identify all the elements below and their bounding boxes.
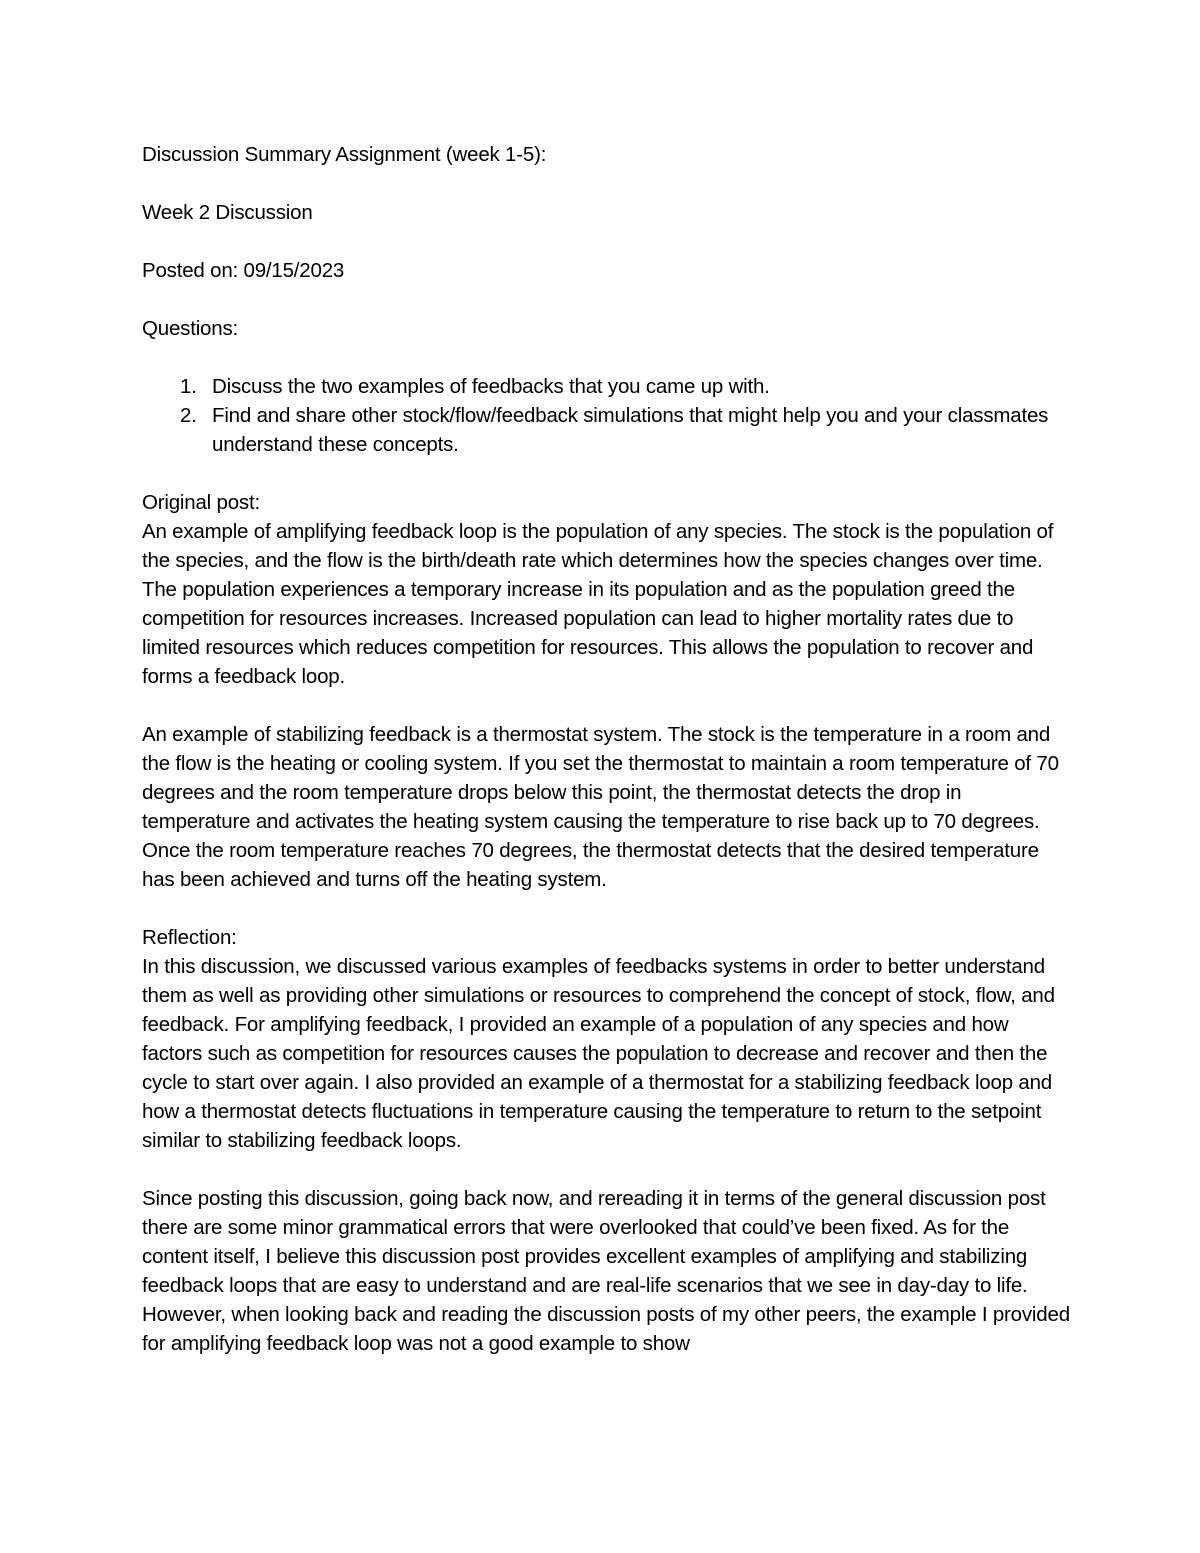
question-number: 1. bbox=[180, 375, 197, 398]
original-post-paragraph-1: An example of amplifying feedback loop is the population of any species. The stock is the population of the species, and the flow is the birth/death rate which determines how the species changes over time. The population experiences a temporary increase in its population and as the population greed the competition for resources increases. Increased population can lead to higher mortality rates due to limited resources which reduces competition for resources. This allows the population to recover and forms a feedback loop. bbox=[142, 520, 1054, 688]
question-text: Discuss the two examples of feedbacks that you came up with. bbox=[212, 375, 770, 398]
original-post-heading: Original post: bbox=[142, 491, 260, 514]
question-text: Find and share other stock/flow/feedback simulations that might help you and your classmates understand these concepts. bbox=[212, 404, 1049, 456]
reflection-paragraph-2: Since posting this discussion, going back now, and rereading it in terms of the general discussion post there are some minor grammatical errors that were overlooked that could’ve been fixed. As for the content itself, I believe this discussion post provides excellent examples of amplifying and stabilizing feedback loops that are easy to understand and are real-life scenarios that we see in day-day to life. However, when looking back and reading the discussion posts of my other peers, the example I provided for amplifying feedback loop was not a good example to show bbox=[142, 1187, 1070, 1355]
reflection-heading: Reflection: bbox=[142, 926, 237, 949]
question-number: 2. bbox=[180, 404, 197, 427]
questions-list bbox=[142, 372, 1072, 459]
document-body bbox=[142, 140, 1072, 1387]
question-item bbox=[142, 372, 1072, 401]
week-label: Week 2 Discussion bbox=[142, 201, 313, 224]
posted-date: Posted on: 09/15/2023 bbox=[142, 259, 345, 282]
question-item bbox=[142, 401, 1072, 459]
original-post-paragraph-2: An example of stabilizing feedback is a thermostat system. The stock is the temperature in a room and the flow is the heating or cooling system. If you set the thermostat to maintain a room temperature of 70 degrees and the room temperature drops below this point, the thermostat detects the drop in temperature and activates the heating system causing the temperature to rise back up to 70 degrees. Once the room temperature reaches 70 degrees, the thermostat detects that the desired temperature has been achieved and turns off the heating system. bbox=[142, 723, 1059, 891]
questions-heading: Questions: bbox=[142, 317, 238, 340]
reflection-paragraph-1: In this discussion, we discussed various examples of feedbacks systems in order to better understand them as well as providing other simulations or resources to comprehend the concept of stock, flow, and feedback. For amplifying feedback, I provided an example of a population of any species and how factors such as competition for resources causes the population to decrease and recover and then the cycle to start over again. I also provided an example of a thermostat for a stabilizing feedback loop and how a thermostat detects fluctuations in temperature causing the temperature to return to the setpoint similar to stabilizing feedback loops. bbox=[142, 955, 1055, 1152]
document-title: Discussion Summary Assignment (week 1-5): bbox=[142, 143, 547, 166]
